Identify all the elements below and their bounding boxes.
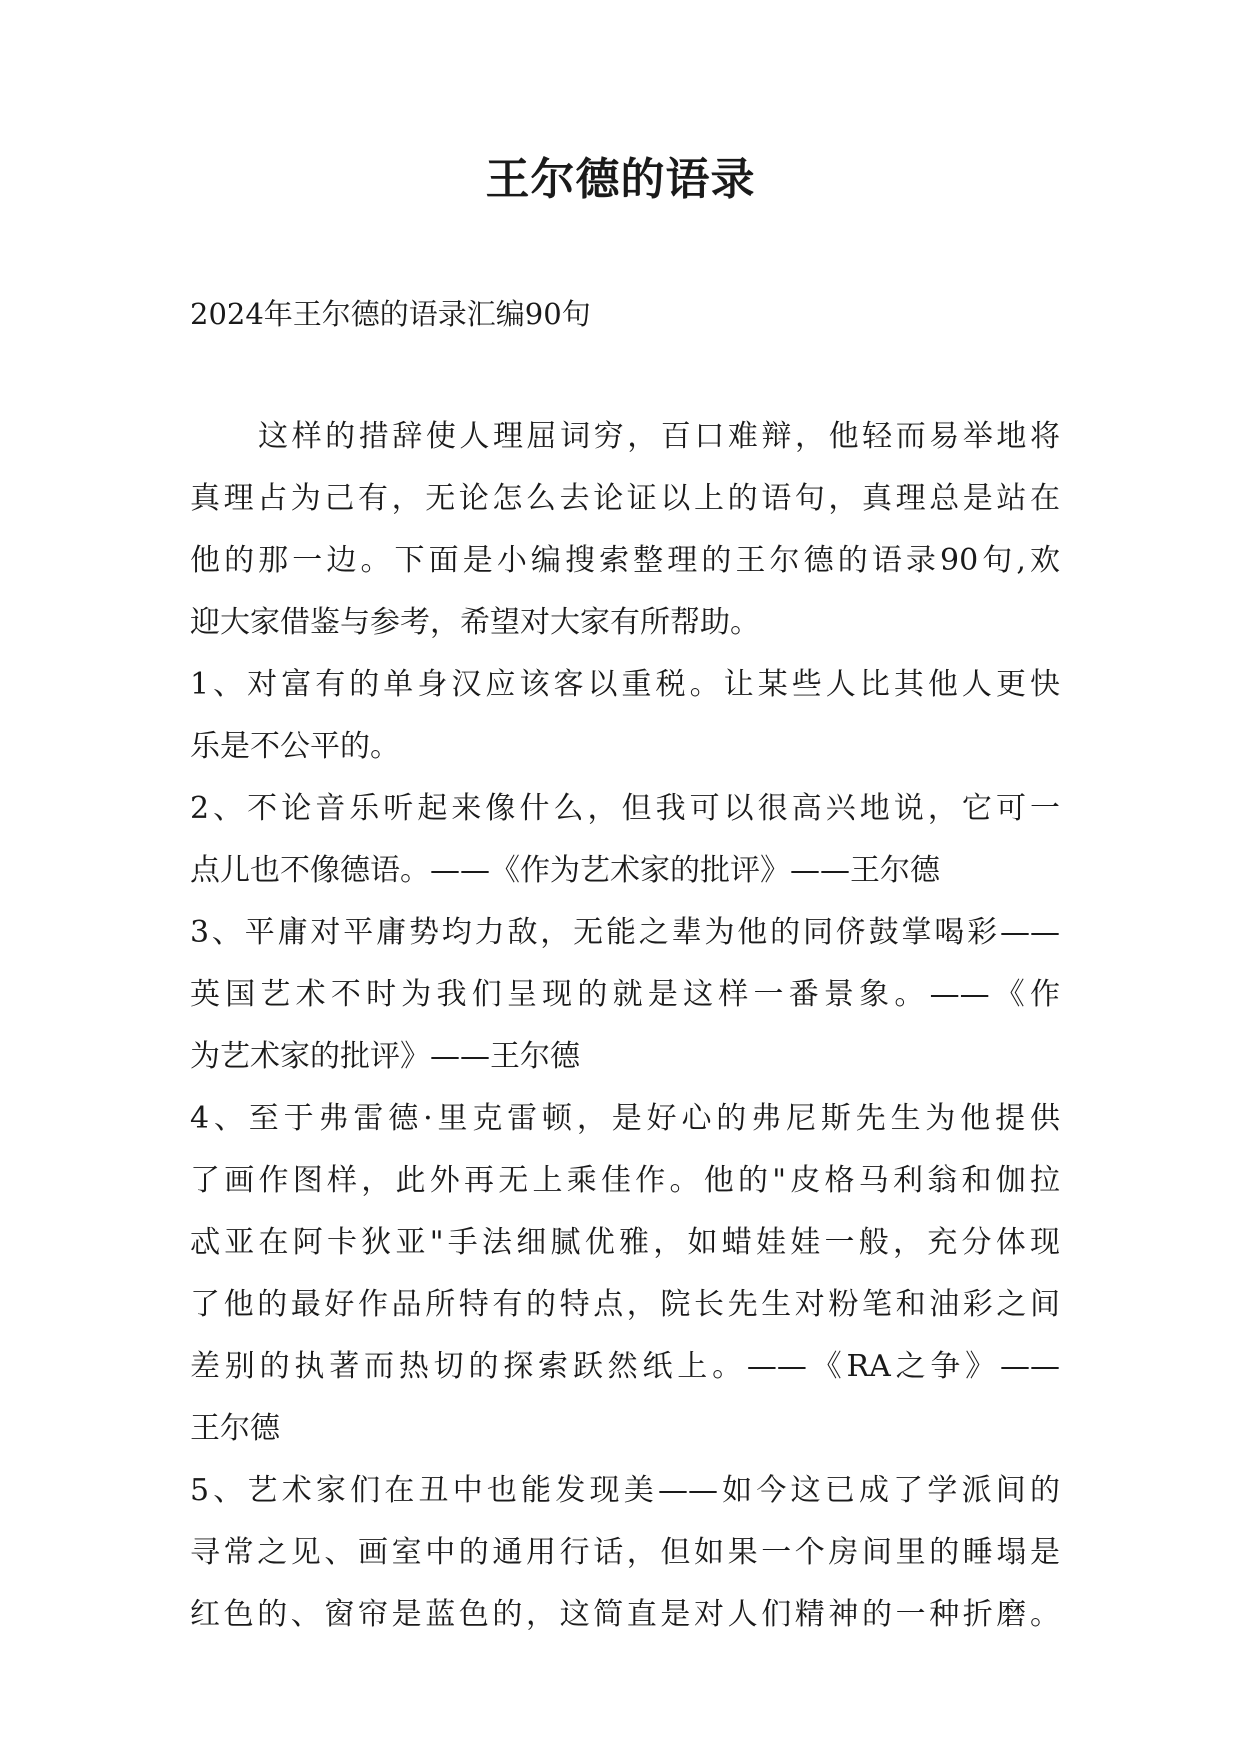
text-line: 1、对富有的单身汉应该客以重税。让某些人比其他人更快 [190, 667, 1060, 702]
text-line: 了画作图样，此外再无上乘佳作。他的"皮格马利翁和伽拉 [190, 1163, 1060, 1198]
text-line: 真理占为己有，无论怎么去论证以上的语句，真理总是站在 [190, 481, 1060, 516]
text-line: 他的那一边。下面是小编搜索整理的王尔德的语录90句,欢 [190, 543, 1060, 578]
document-body [190, 406, 1060, 1646]
text-line: 乐是不公平的。 [190, 729, 400, 764]
text-line: 点儿也不像德语。——《作为艺术家的批评》——王尔德 [190, 853, 940, 888]
text-line: 3、平庸对平庸势均力敌，无能之辈为他的同侪鼓掌喝彩—— [190, 915, 1060, 950]
text-line: 为艺术家的批评》——王尔德 [190, 1039, 580, 1074]
text-line: 差别的执著而热切的探索跃然纸上。——《RA之争》—— [190, 1349, 1060, 1384]
text-line: 寻常之见、画室中的通用行话，但如果一个房间里的睡塌是 [190, 1535, 1060, 1570]
document-title: 王尔德的语录 [485, 154, 756, 205]
text-line: 5、艺术家们在丑中也能发现美——如今这已成了学派间的 [190, 1473, 1060, 1508]
text-line: 了他的最好作品所特有的特点，院长先生对粉笔和油彩之间 [190, 1287, 1060, 1322]
text-line: 红色的、窗帘是蓝色的，这简直是对人们精神的一种折磨。 [190, 1597, 1060, 1632]
text-line: 2、不论音乐听起来像什么，但我可以很高兴地说，它可一 [190, 791, 1060, 826]
text-line: 这样的措辞使人理屈词穷，百口难辩，他轻而易举地将 [258, 419, 1060, 454]
text-line: 迎大家借鉴与参考，希望对大家有所帮助。 [190, 605, 760, 640]
text-line: 王尔德 [190, 1411, 280, 1446]
text-line: 英国艺术不时为我们呈现的就是这样一番景象。——《作 [190, 977, 1060, 1012]
document-subtitle: 2024年王尔德的语录汇编90句 [190, 297, 591, 331]
text-line: 忒亚在阿卡狄亚"手法细腻优雅，如蜡娃娃一般，充分体现 [190, 1225, 1060, 1260]
text-line: 4、至于弗雷德·里克雷顿，是好心的弗尼斯先生为他提供 [190, 1101, 1060, 1136]
